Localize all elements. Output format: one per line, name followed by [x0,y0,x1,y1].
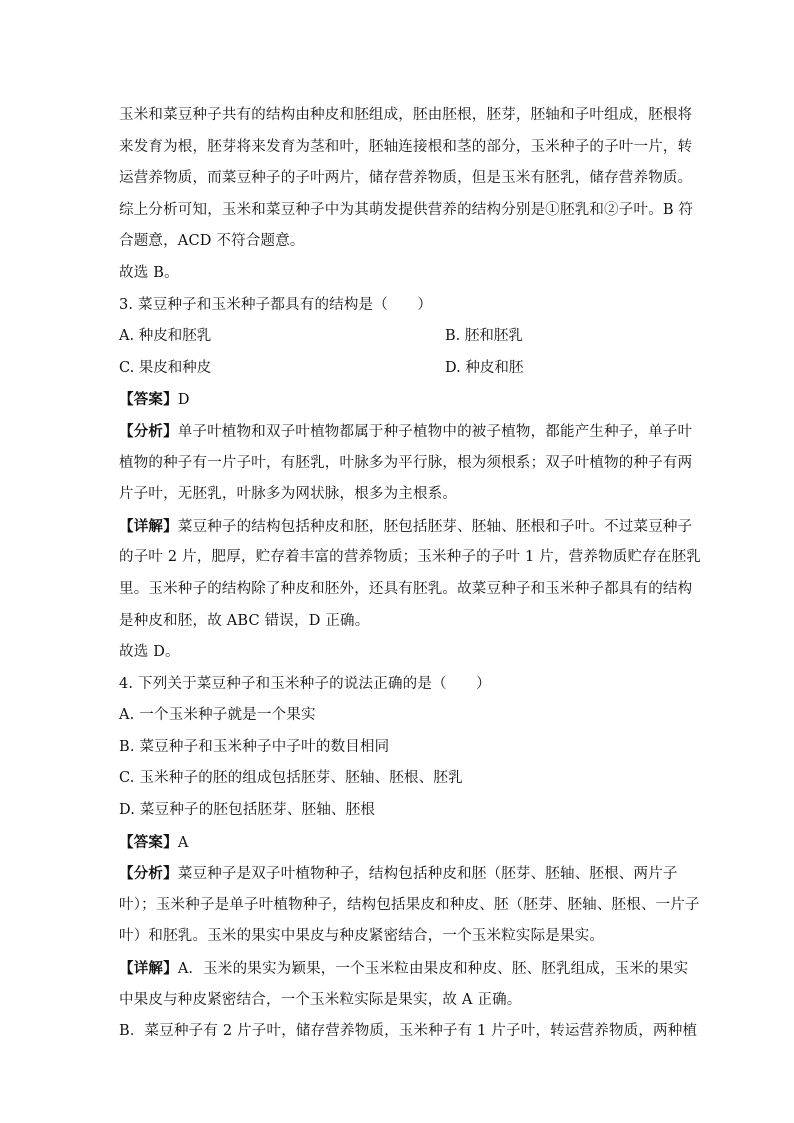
answer-tag: 【答案】 [119,391,178,409]
intro-conclusion: 故选 B。 [119,264,179,281]
q4-stem: 4. 下列关于菜豆种子和玉米种子的说法正确的是（ ） [119,675,491,692]
analysis-tag: 【分析】 [119,865,178,883]
q4-option-b: B. 菜豆种子和玉米种子中子叶的数目相同 [119,738,390,755]
q4-option-a: A. 一个玉米种子就是一个果实 [119,707,316,724]
q4-detail-line: B．菜豆种子有 2 片子叶，储存营养物质，玉米种子有 1 片子叶，转运营养物质，两种植 [119,1023,698,1040]
q3-detail-line [119,511,693,543]
q4-answer [119,827,679,859]
q3-options-row-2 [119,353,679,385]
q4-analysis-line: 叶）和胚乳。玉米的果实中果皮与种皮紧密结合，一个玉米粒实际是果实。 [119,928,605,945]
q4-option-d: D. 菜豆种子的胚包括胚芽、胚轴、胚根 [119,802,376,819]
q3-answer [119,384,679,416]
q3-analysis-line: 植物的种子有一片子叶，有胚乳，叶脉多为平行脉，根为须根系；双子叶植物的种子有两 [119,454,693,471]
detail-text: A．玉米的果实为颖果，一个玉米粒由果皮和种皮、胚、胚乳组成，玉米的果实 [177,961,689,978]
document-content [119,100,701,1048]
detail-tag: 【详解】 [119,517,178,535]
q4-option-c: C. 玉米种子的胚的组成包括胚芽、胚轴、胚根、胚乳 [119,770,463,787]
q3-option-a: A. 种皮和胚乳 [119,328,212,345]
intro-line: 综上分析可知，玉米和菜豆种子中为其萌发提供营养的结构分别是①胚乳和②子叶。B 符 [119,201,694,218]
intro-line: 来发育为根，胚芽将来发育为茎和叶，胚轴连接根和茎的部分，玉米种子的子叶一片，转 [119,138,693,155]
intro-line: 合题意，ACD 不符合题意。 [119,233,305,250]
q3-options-row-1 [119,321,679,353]
q3-analysis-line: 片子叶，无胚乳，叶脉多为网状脉，根多为主根系。 [119,486,458,503]
q3-option-c: C. 果皮和种皮 [119,359,212,376]
q3-detail-line: 里。玉米种子的结构除了种皮和胚外，还具有胚乳。故菜豆种子和玉米种子都具有的结构 [119,580,693,597]
q3-conclusion: 故选 D。 [119,644,180,661]
q3-option-d: D. 种皮和胚 [445,359,524,376]
analysis-text: 单子叶植物和双子叶植物都属于种子植物中的被子植物，都能产生种子，单子叶 [177,423,693,440]
q3-analysis-line [119,416,693,448]
q3-stem: 3. 菜豆种子和玉米种子都具有的结构是（ ） [119,296,433,313]
detail-text: 菜豆种子的结构包括种皮和胚，胚包括胚芽、胚轴、胚根和子叶。不过菜豆种子 [177,518,693,535]
q4-detail-line: 中果皮与种皮紧密结合，一个玉米粒实际是果实，故 A 正确。 [119,991,522,1008]
q3-option-b: B. 胚和胚乳 [445,328,523,345]
intro-line: 玉米和菜豆种子共有的结构由种皮和胚组成，胚由胚根，胚芽，胚轴和子叶组成，胚根将 [119,107,693,123]
analysis-tag: 【分析】 [119,422,178,440]
answer-value: A [177,834,189,851]
q4-analysis-line [119,858,679,890]
q3-detail-line: 是种皮和胚，故 ABC 错误，D 正确。 [119,612,370,629]
answer-value: D [177,392,190,409]
q3-detail-line: 的子叶 2 片，肥厚，贮存着丰富的营养物质；玉米种子的子叶 1 片，营养物质贮存在胚乳 [119,549,701,566]
q4-detail-line [119,953,689,985]
intro-line: 运营养物质，而菜豆种子的子叶两片，储存营养物质，但是玉米有胚乳，储存营养物质。 [119,170,693,187]
q4-analysis-line: 叶）；玉米种子是单子叶植物种子，结构包括果皮和种皮、胚（胚芽、胚轴、胚根、一片子 [119,896,700,913]
detail-tag: 【详解】 [119,960,178,978]
answer-tag: 【答案】 [119,833,178,851]
analysis-text: 菜豆种子是双子叶植物种子，结构包括种皮和胚（胚芽、胚轴、胚根、两片子 [177,866,678,883]
